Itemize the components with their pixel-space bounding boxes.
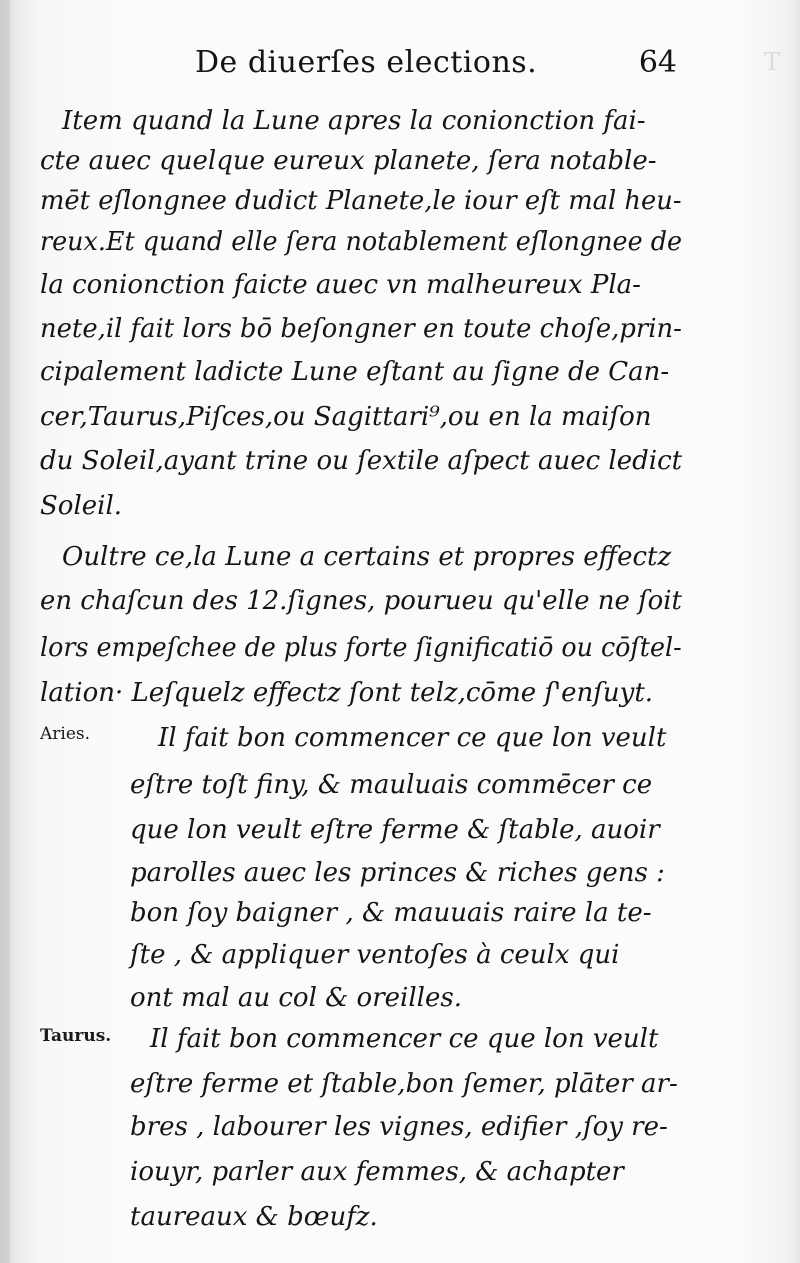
text-line: nete,il fait lors bō beſongner en toute choſe,prin-: [40, 314, 682, 344]
text-line: cipalement ladicte Lune eſtant au ſigne de Can-: [40, 357, 670, 387]
text-line: bres , labourer les vignes, edifier ,ſoy re-: [130, 1112, 668, 1142]
text-line: Il fait bon commencer ce que lon veult: [150, 1024, 659, 1054]
text-line: la conionction faicte auec vn malheureux Pla-: [40, 270, 641, 300]
running-title: De diuerſes elections.: [195, 45, 538, 80]
text-line: iouyr, parler aux femmes, & achapter: [130, 1157, 624, 1187]
marginal-note-aries: Aries.: [40, 724, 91, 744]
marginal-note-taurus: Taurus.: [40, 1026, 112, 1046]
text-line: Soleil.: [40, 491, 123, 521]
svg-text:T: T: [763, 48, 780, 76]
text-line: Item quand la Lune apres la conionction fai-: [62, 106, 646, 136]
text-line: taureaux & bœufz.: [130, 1202, 378, 1232]
text-line: en chaſcun des 12.ſignes, pourueu qu'elle ne ſoit: [40, 586, 682, 616]
page-number: 64: [638, 45, 677, 80]
text-line: cer,Taurus,Piſces,ou Sagittari⁹,ou en la maiſon: [40, 402, 652, 432]
text-line: bon ſoy baigner , & mauuais raire la te-: [130, 898, 652, 928]
text-line: cte auec quelque eureux planete, ſera notable-: [40, 146, 657, 176]
text-line: eſtre ferme et ſtable,bon ſemer, plāter ar-: [130, 1069, 678, 1099]
text-line: lation· Leſquelz effectz ſont telz,cōme ſ'enſuyt.: [40, 678, 654, 708]
running-header: [195, 40, 685, 90]
text-line: mēt eſlongnee dudict Planete,le iour eſt mal heu-: [40, 186, 682, 216]
text-line: ſte , & appliquer ventoſes à ceulx qui: [130, 940, 620, 970]
text-line: reux.Et quand elle ſera notablement eſlongnee de: [40, 227, 683, 257]
text-line: Oultre ce,la Lune a certains et propres effectz: [62, 542, 672, 572]
text-line: ont mal au col & oreilles.: [130, 983, 462, 1013]
text-line: parolles auec les princes & riches gens :: [130, 858, 665, 888]
text-line: Il fait bon commencer ce que lon veult: [158, 723, 667, 753]
text-line: eſtre toſt finy, & mauluais commēcer ce: [130, 770, 653, 800]
text-line: du Soleil,ayant trine ou ſextile aſpect auec ledict: [40, 446, 683, 476]
text-line: que lon veult eſtre ferme & ſtable, auoir: [130, 815, 660, 845]
text-line: lors empeſchee de plus forte ſignificatiō ou cōſtel-: [40, 633, 682, 663]
